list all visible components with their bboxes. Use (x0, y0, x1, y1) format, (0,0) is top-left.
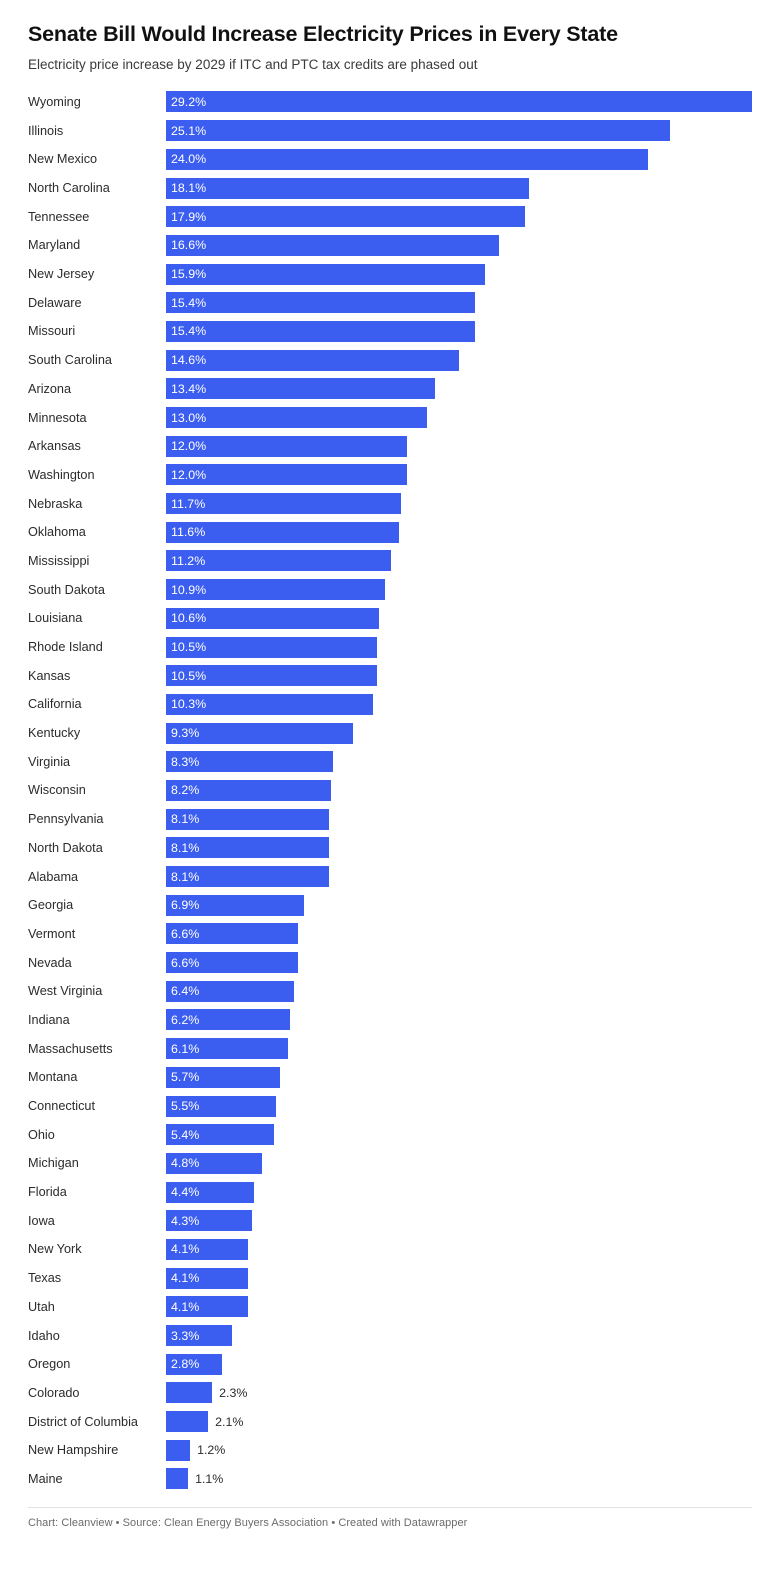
bar-value-label: 4.1% (171, 1242, 200, 1257)
bar-value-label: 10.5% (171, 668, 207, 683)
bar-row (28, 977, 752, 1006)
bar-fill (166, 522, 399, 543)
bar-row (28, 174, 752, 203)
bar-row (28, 1006, 752, 1035)
bar-row (28, 719, 752, 748)
bar-track (166, 88, 752, 117)
bar-fill (166, 1382, 212, 1403)
bar-category-label: Nebraska (28, 496, 83, 511)
bar-row (28, 661, 752, 690)
bar-row (28, 88, 752, 117)
bar-row (28, 1407, 752, 1436)
bar-row (28, 145, 752, 174)
bar-track (166, 1264, 752, 1293)
bar-row (28, 260, 752, 289)
bar-category-label: Florida (28, 1185, 67, 1200)
bar-row (28, 1063, 752, 1092)
chart-footer: Chart: Cleanview • Source: Clean Energy Buyers Association • Created with Datawrapper (28, 1507, 752, 1529)
bar-category-label: North Dakota (28, 840, 103, 855)
bar-fill (166, 292, 475, 313)
bar-category-label: Idaho (28, 1328, 60, 1343)
bar-fill (166, 321, 475, 342)
bar-track (166, 231, 752, 260)
bar-value-label: 4.4% (171, 1185, 200, 1200)
bar-row (28, 862, 752, 891)
bar-row (28, 575, 752, 604)
bar-fill (166, 579, 385, 600)
bar-row (28, 1034, 752, 1063)
bar-category-label: South Carolina (28, 353, 112, 368)
bar-fill (166, 1354, 222, 1375)
bar-fill (166, 809, 329, 830)
bar-row (28, 690, 752, 719)
bar-value-label: 8.3% (171, 754, 200, 769)
bar-category-label: New Jersey (28, 267, 95, 282)
bar-row (28, 805, 752, 834)
bar-category-label: Utah (28, 1299, 55, 1314)
bar-category-label: New Mexico (28, 152, 98, 167)
bar-row (28, 346, 752, 375)
bar-value-label: 12.0% (171, 467, 207, 482)
bar-track (166, 604, 752, 633)
bar-value-label: 4.8% (171, 1156, 200, 1171)
bar-track (166, 1178, 752, 1207)
bar-fill (166, 837, 329, 858)
bar-fill (166, 206, 525, 227)
bar-fill (166, 178, 529, 199)
bar-track (166, 489, 752, 518)
bar-value-label: 10.3% (171, 697, 207, 712)
bar-value-label: 4.1% (171, 1299, 200, 1314)
bar-track (166, 776, 752, 805)
bar-fill (166, 378, 435, 399)
bar-value-label: 2.8% (171, 1357, 200, 1372)
bar-row (28, 1379, 752, 1408)
bar-fill (166, 1182, 254, 1203)
bar-category-label: Oregon (28, 1357, 71, 1372)
bar-value-label: 16.6% (171, 238, 207, 253)
bar-value-label: 10.6% (171, 611, 207, 626)
bar-value-label: 10.5% (171, 640, 207, 654)
bar-value-label: 29.2% (171, 94, 207, 109)
bar-category-label: Nevada (28, 955, 72, 970)
bar-fill (166, 149, 648, 170)
bar-fill (166, 694, 373, 715)
bar-row (28, 1436, 752, 1465)
bar-category-label: Wyoming (28, 94, 81, 109)
bar-value-label: 3.3% (171, 1328, 200, 1343)
bar-value-label: 17.9% (171, 209, 207, 224)
bar-row (28, 547, 752, 576)
bar-fill (166, 923, 298, 944)
bar-category-label: Georgia (28, 898, 74, 913)
bar-track (166, 547, 752, 576)
bar-value-label: 8.2% (171, 783, 200, 798)
bar-track (166, 346, 752, 375)
bar-row (28, 833, 752, 862)
bar-track (166, 432, 752, 461)
bar-track (166, 1321, 752, 1350)
bar-category-label: Pennsylvania (28, 812, 104, 827)
bar-fill (166, 350, 459, 371)
bar-track (166, 518, 752, 547)
bar-value-label: 5.5% (171, 1099, 200, 1113)
bar-value-label: 5.7% (171, 1070, 200, 1085)
bar-value-label: 6.4% (171, 984, 200, 999)
bar-track (166, 1006, 752, 1035)
chart-subtitle: Electricity price increase by 2029 if ITC and PTC tax credits are phased out (28, 56, 478, 72)
bar-row (28, 747, 752, 776)
bar-value-label: 15.4% (171, 324, 207, 339)
bar-row (28, 461, 752, 490)
bar-fill (166, 866, 329, 887)
bar-track (166, 1063, 752, 1092)
bar-row (28, 604, 752, 633)
bar-category-label: California (28, 697, 82, 712)
bar-track (166, 747, 752, 776)
bar-category-label: Mississippi (28, 553, 90, 568)
bar-track (166, 260, 752, 289)
bar-fill (166, 780, 331, 801)
bar-track (166, 1407, 752, 1436)
bar-fill (166, 550, 391, 571)
bar-category-label: South Dakota (28, 582, 105, 597)
bar-fill (166, 436, 407, 457)
bar-track (166, 288, 752, 317)
bar-category-label: Missouri (28, 324, 76, 339)
bar-category-label: North Carolina (28, 181, 110, 195)
bar-fill (166, 723, 353, 744)
bar-category-label: Ohio (28, 1127, 55, 1142)
bar-row (28, 1292, 752, 1321)
bar-fill (166, 608, 379, 629)
bar-row (28, 403, 752, 432)
bar-row (28, 1235, 752, 1264)
bar-row (28, 1321, 752, 1350)
bar-value-label: 6.9% (171, 898, 200, 913)
bar-category-label: Vermont (28, 926, 76, 941)
bar-category-label: Maryland (28, 238, 81, 253)
bar-value-label: 11.7% (171, 496, 206, 511)
bar-track (166, 461, 752, 490)
bar-fill (166, 120, 670, 141)
bar-value-label: 6.2% (171, 1012, 200, 1027)
bar-value-label: 12.0% (171, 439, 207, 454)
bar-category-label: Massachusetts (28, 1041, 113, 1056)
bar-fill (166, 1468, 188, 1489)
bar-track (166, 1206, 752, 1235)
bar-track (166, 891, 752, 920)
bar-category-label: Oklahoma (28, 525, 86, 540)
bar-category-label: Washington (28, 467, 95, 482)
bar-fill (166, 1440, 190, 1461)
bar-value-label: 6.6% (171, 955, 200, 970)
bar-value-label: 5.4% (171, 1127, 200, 1142)
bar-row (28, 1350, 752, 1379)
bar-value-label: 8.1% (171, 812, 200, 827)
bar-track (166, 374, 752, 403)
bar-value-label: 11.2% (171, 553, 206, 568)
bar-value-label: 11.6% (171, 525, 206, 540)
bar-row (28, 891, 752, 920)
bar-value-label: 13.0% (171, 410, 207, 425)
bar-track (166, 1436, 752, 1465)
bar-fill (166, 637, 377, 658)
bar-category-label: Delaware (28, 295, 82, 310)
bar-category-label: Iowa (28, 1213, 55, 1228)
bar-category-label: Kansas (28, 668, 71, 683)
bar-category-label: Arizona (28, 381, 72, 396)
bar-value-label: 8.1% (171, 840, 200, 855)
bar-value-label: 15.9% (171, 267, 207, 282)
bar-category-label: Arkansas (28, 439, 81, 454)
bar-category-label: Michigan (28, 1156, 79, 1171)
bar-fill (166, 1296, 248, 1317)
chart-title: Senate Bill Would Increase Electricity Prices in Every State (28, 22, 618, 46)
bar-value-label: 9.3% (171, 726, 200, 741)
bar-value-label: 2.3% (219, 1385, 248, 1400)
bar-track (166, 948, 752, 977)
bar-category-label: Montana (28, 1070, 78, 1085)
bar-track (166, 690, 752, 719)
bar-category-label: Maine (28, 1471, 63, 1486)
bar-track (166, 403, 752, 432)
bar-category-label: Rhode Island (28, 640, 103, 654)
bar-value-label: 14.6% (171, 353, 207, 368)
bar-fill (166, 1268, 248, 1289)
bar-fill (166, 665, 377, 686)
bar-row (28, 920, 752, 949)
bar-row (28, 432, 752, 461)
bar-category-label: Texas (28, 1271, 62, 1286)
bar-value-label: 4.1% (171, 1271, 200, 1286)
bar-track (166, 920, 752, 949)
bar-track (166, 1292, 752, 1321)
bar-fill (166, 1210, 252, 1231)
bar-value-label: 13.4% (171, 381, 207, 396)
bar-row (28, 317, 752, 346)
bar-track (166, 862, 752, 891)
bar-list (28, 88, 752, 1494)
bar-row (28, 202, 752, 231)
bar-row (28, 231, 752, 260)
bar-row (28, 1178, 752, 1207)
bar-fill (166, 493, 401, 514)
bar-category-label: Kentucky (28, 726, 81, 741)
bar-row (28, 489, 752, 518)
bar-fill (166, 1239, 248, 1260)
bar-row (28, 116, 752, 145)
bar-category-label: Connecticut (28, 1099, 95, 1113)
bar-track (166, 1034, 752, 1063)
bar-fill (166, 952, 298, 973)
bar-category-label: Louisiana (28, 611, 83, 626)
bar-value-label: 6.1% (171, 1041, 200, 1056)
bar-fill (166, 407, 427, 428)
bar-track (166, 977, 752, 1006)
bar-row (28, 1206, 752, 1235)
bar-track (166, 633, 752, 662)
bar-category-label: Tennessee (28, 209, 90, 224)
bar-category-label: Alabama (28, 869, 79, 884)
bar-row (28, 288, 752, 317)
bar-value-label: 18.1% (171, 181, 207, 195)
bar-value-label: 6.6% (171, 926, 200, 941)
bar-fill (166, 1153, 262, 1174)
bar-track (166, 1379, 752, 1408)
bar-fill (166, 1038, 288, 1059)
bar-fill (166, 264, 485, 285)
bar-track (166, 805, 752, 834)
bar-track (166, 174, 752, 203)
bar-category-label: Colorado (28, 1385, 80, 1400)
bar-track (166, 1350, 752, 1379)
bar-track (166, 1149, 752, 1178)
bar-row (28, 1149, 752, 1178)
bar-category-label: Virginia (28, 754, 71, 769)
bar-category-label: Wisconsin (28, 783, 86, 798)
bar-track (166, 719, 752, 748)
bar-fill (166, 1067, 280, 1088)
bar-row (28, 374, 752, 403)
bar-track (166, 1092, 752, 1121)
bar-category-label: Minnesota (28, 410, 87, 425)
bar-category-label: District of Columbia (28, 1414, 138, 1429)
bar-track (166, 317, 752, 346)
bar-track (166, 575, 752, 604)
bar-track (166, 202, 752, 231)
bar-fill (166, 235, 499, 256)
bar-fill (166, 895, 304, 916)
bar-value-label: 8.1% (171, 869, 200, 884)
bar-category-label: New Hampshire (28, 1443, 119, 1458)
bar-track (166, 1465, 752, 1494)
bar-category-label: New York (28, 1242, 82, 1257)
bar-fill (166, 464, 407, 485)
bar-value-label: 24.0% (171, 152, 207, 167)
bar-fill (166, 981, 294, 1002)
bar-category-label: West Virginia (28, 984, 103, 999)
bar-category-label: Indiana (28, 1012, 70, 1027)
bar-row (28, 1120, 752, 1149)
bar-fill (166, 91, 752, 112)
bar-value-label: 15.4% (171, 295, 207, 310)
bar-row (28, 633, 752, 662)
bar-row (28, 776, 752, 805)
bar-value-label: 10.9% (171, 582, 207, 597)
bar-fill (166, 751, 333, 772)
bar-fill (166, 1124, 274, 1145)
bar-category-label: Illinois (28, 123, 64, 138)
bar-row (28, 518, 752, 547)
bar-row (28, 948, 752, 977)
bar-fill (166, 1411, 208, 1432)
bar-track (166, 833, 752, 862)
bar-track (166, 661, 752, 690)
bar-row (28, 1264, 752, 1293)
bar-track (166, 1120, 752, 1149)
bar-value-label: 2.1% (215, 1414, 244, 1429)
bar-value-label: 25.1% (171, 123, 207, 138)
bar-row (28, 1465, 752, 1494)
bar-track (166, 145, 752, 174)
bar-fill (166, 1096, 276, 1117)
bar-track (166, 1235, 752, 1264)
bar-track (166, 116, 752, 145)
bar-value-label: 1.2% (197, 1443, 226, 1458)
bar-value-label: 4.3% (171, 1213, 200, 1228)
bar-row (28, 1092, 752, 1121)
bar-fill (166, 1325, 232, 1346)
bar-value-label: 1.1% (195, 1471, 224, 1486)
bar-fill (166, 1009, 290, 1030)
